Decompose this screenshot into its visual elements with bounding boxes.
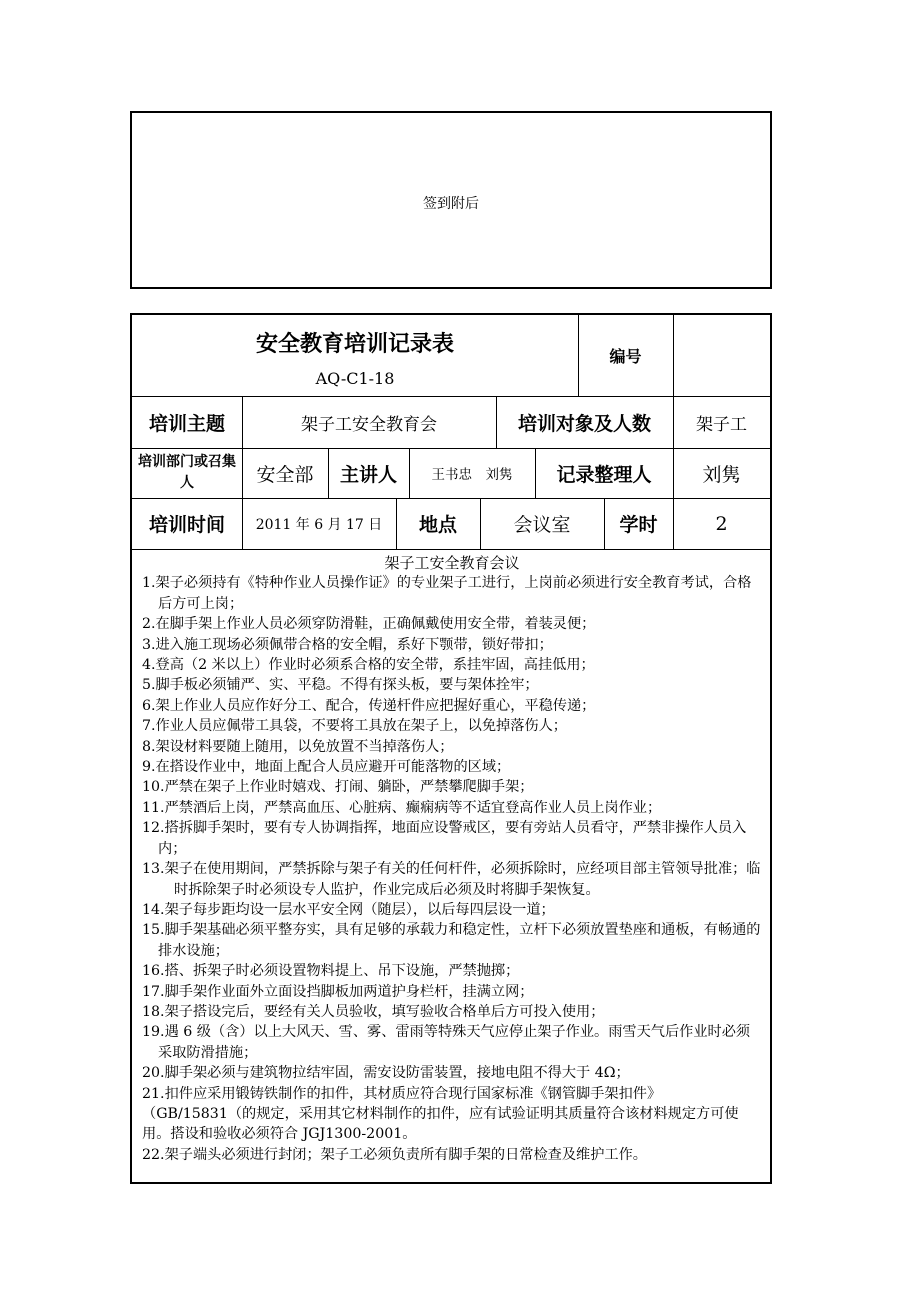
time-value: 2011 年 6 月 17 日	[255, 516, 383, 533]
list-item: 6.架上作业人员应作好分工、配合，传递杆件应把握好重心，平稳传递；	[142, 697, 596, 714]
recorder-label: 记录整理人	[556, 463, 652, 486]
number-label: 编号	[609, 347, 642, 366]
list-item: 20.脚手架必须与建筑物拉结牢固，需安设防雷装置，接地电阻不得大于 4Ω；	[142, 1065, 630, 1082]
grid-line	[132, 549, 770, 550]
list-item: 16.搭、拆架子时必须设置物料提上、吊下设施，严禁抛掷；	[142, 963, 520, 980]
dept-value: 安全部	[256, 463, 314, 486]
hours-value: 2	[715, 512, 728, 535]
speaker-label: 主讲人	[339, 463, 397, 486]
list-item: 11.严禁酒后上岗，严禁高血压、心脏病、癫痫病等不适宜登高作业人员上岗作业；	[142, 799, 662, 816]
list-item: 12.搭拆脚手架时，要有专人协调指挥，地面应设警戒区，要有旁站人员看守，严禁非操作人员入内；	[142, 820, 747, 857]
time-label: 培训时间	[148, 514, 225, 536]
list-item: （GB/15831（的规定，采用其它材料制作的扣件，应有试验证明其质量符合该材料规定方可使用。搭设和验收必须符合 JGJ1300-2001。	[142, 1105, 739, 1143]
list-item: 8.架设材料要随上随用，以免放置不当掉落伤人；	[142, 738, 454, 755]
topic-label: 培训主题	[148, 412, 225, 435]
place-value: 会议室	[513, 514, 571, 536]
recorder-value: 刘隽	[702, 463, 741, 486]
content-title: 架子工安全教育会议	[384, 554, 520, 572]
signin-note: 签到附后	[423, 196, 479, 212]
speaker-value: 王书忠 刘隽	[431, 467, 513, 483]
list-item: 22.架子端头必须进行封闭；架子工必须负责所有脚手架的日常检查及维护工作。	[142, 1146, 647, 1163]
hours-label: 学时	[619, 514, 658, 536]
list-item: 2.在脚手架上作业人员必须穿防滑鞋，正确佩戴使用安全带，着装灵便；	[142, 616, 596, 633]
list-item: 18.架子搭设完后，要经有关人员验收，填写验收合格单后方可投入使用；	[142, 1003, 605, 1020]
form-title: 安全教育培训记录表	[255, 332, 454, 357]
list-item: 13.架子在使用期间，严禁拆除与架子有关的任何杆件，必须拆除时，应经项目部主管领导批准；临时拆除架子时必须设专人监护，作业完成后必须及时将脚手架恢复。	[142, 861, 761, 898]
audience-value: 架子工	[696, 414, 747, 435]
list-item: 15.脚手架基础必须平整夯实，具有足够的承载力和稳定性，立杆下必须放置垫座和通板，有畅通的排水设施；	[142, 922, 761, 959]
list-item: 21.扣件应采用锻铸铁制作的扣件，其材质应符合现行国家标准《钢管脚手架扣件》	[142, 1085, 662, 1102]
list-item: 10.严禁在架子上作业时嬉戏、打闹、躺卧，严禁攀爬脚手架；	[142, 779, 534, 796]
place-label: 地点	[418, 514, 457, 536]
list-item: 7.作业人员应佩带工具袋，不要将工具放在架子上，以免掉落伤人；	[142, 718, 567, 735]
dept-label: 培训部门或召集人	[138, 454, 236, 491]
list-item: 14.架子每步距均设一层水平安全网（随层），以后每四层设一道；	[142, 901, 555, 918]
training-record-form	[130, 313, 772, 1184]
list-item: 1.架子必须持有《特种作业人员操作证》的专业架子工进行，上岗前必须进行安全教育考试，合格后方可上岗；	[142, 575, 752, 612]
list-item: 19.遇 6 级（含）以上大风天、雪、雾、雷雨等特殊天气应停止架子作业。雨雪天气后作业时必须采取防滑措施；	[142, 1024, 751, 1061]
list-item: 4.登高（2 米以上）作业时必须系合格的安全带，系挂牢固，高挂低用；	[142, 657, 595, 674]
topic-value: 架子工安全教育会	[301, 414, 437, 435]
list-item: 17.脚手架作业面外立面设挡脚板加两道护身栏杆，挂满立网；	[142, 983, 534, 1000]
signin-box	[130, 111, 772, 289]
form-code: AQ-C1-18	[315, 369, 395, 388]
audience-label: 培训对象及人数	[517, 412, 651, 435]
list-item: 5.脚手板必须铺严、实、平稳。不得有探头板，要与架体拴牢；	[142, 677, 539, 694]
list-item: 3.进入施工现场必须佩带合格的安全帽，系好下颚带，锁好带扣；	[142, 636, 553, 653]
number-value	[673, 315, 770, 396]
list-item: 9.在搭设作业中，地面上配合人员应避开可能落物的区域；	[142, 759, 511, 776]
training-content	[142, 553, 762, 1165]
